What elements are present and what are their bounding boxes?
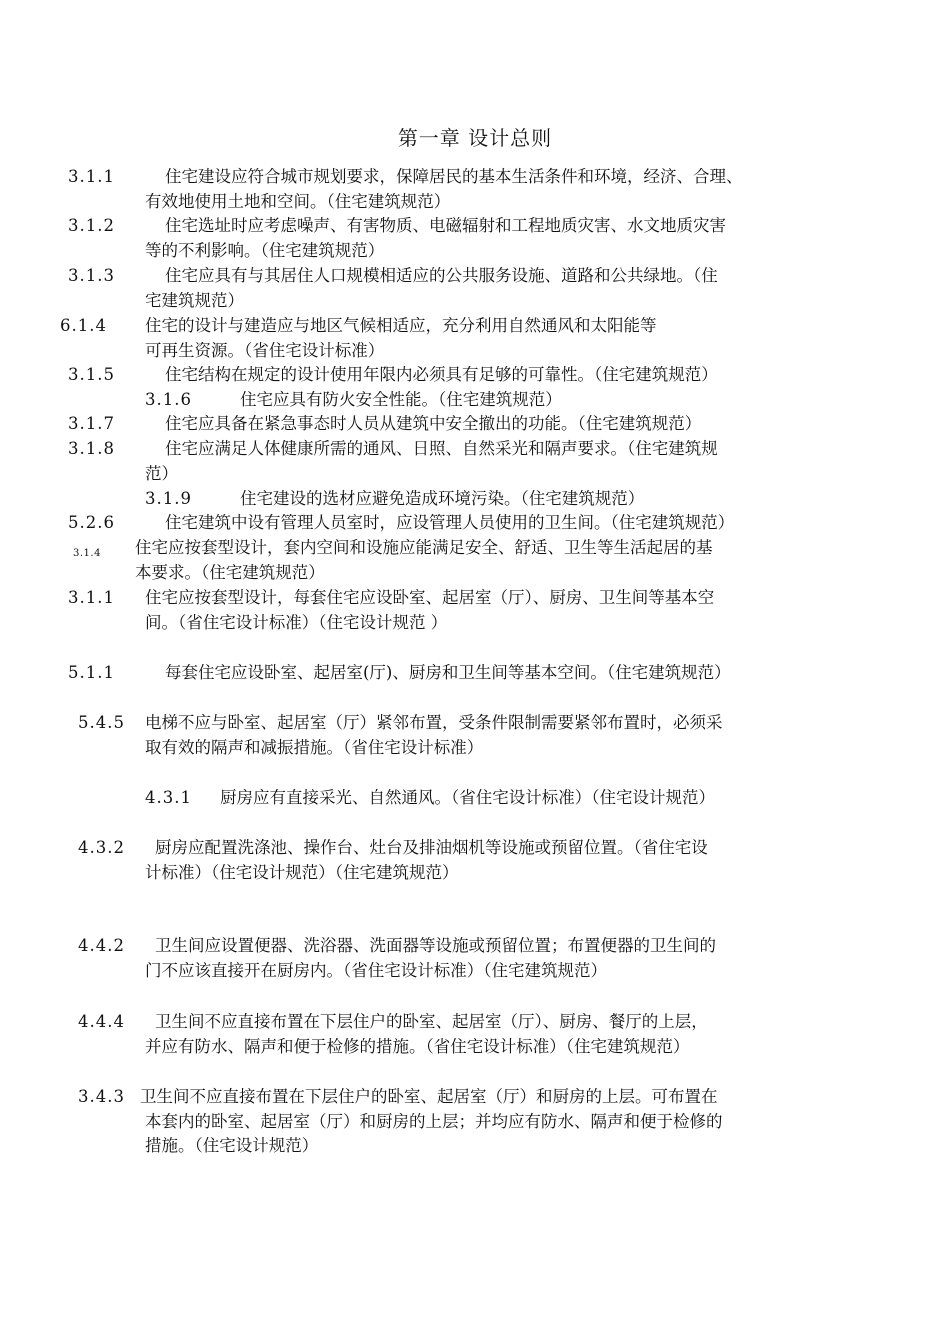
clause-text	[145, 661, 731, 686]
clause-number: 3.1.6	[145, 390, 192, 409]
clause-text	[145, 363, 718, 388]
clause-number: 6.1.4	[60, 316, 107, 335]
clause-text-line: 门不应该直接开在厨房内。（省住宅设计标准）（住宅建筑规范）	[145, 960, 607, 980]
clause-text	[145, 437, 718, 486]
clause-number: 4.4.4	[78, 1012, 125, 1031]
clause-text-line: 本套内的卧室、起居室（厅）和厨房的上层；并均应有防水、隔声和便于检修的	[145, 1111, 723, 1131]
clause-number: 4.3.1	[145, 788, 192, 807]
clause-text-line: 取有效的隔声和减振措施。（省住宅设计标准）	[145, 737, 484, 757]
clause-text-line: 每套住宅应设卧室、起居室(厅)、厨房和卫生间等基本空间。（住宅建筑规范）	[165, 663, 731, 682]
clause-text-line: 住宅建筑中设有管理人员室时，应设管理人员使用的卫生间。（住宅建筑规范）	[165, 513, 735, 532]
clause-number: 3.1.2	[68, 216, 115, 235]
clause-text	[145, 264, 718, 313]
clause-number: 5.2.6	[68, 513, 115, 532]
clause-text-line: 住宅建设应符合城市规划要求，保障居民的基本生活条件和环境，经济、合理、	[165, 167, 743, 186]
clause-number: 3.4.3	[78, 1087, 125, 1106]
clause-text-line: 住宅的设计与建造应与地区气候相适应，充分利用自然通风和太阳能等	[145, 316, 657, 335]
clause-text-line: 住宅应满足人体健康所需的通风、日照、自然采光和隔声要求。（住宅建筑规	[165, 439, 718, 458]
chapter-title: 第一章 设计总则	[397, 126, 553, 150]
clause-text	[240, 487, 644, 512]
clause-text-line: 卫生间不应直接布置在下层住户的卧室、起居室（厅）和厨房的上层。可布置在	[140, 1087, 718, 1106]
clause-number: 5.1.1	[68, 663, 115, 682]
clause-text	[220, 786, 715, 811]
clause-text	[240, 388, 562, 413]
clause-text-line: 等的不利影响。（住宅建筑规范）	[145, 240, 385, 260]
clause-text	[140, 1085, 723, 1159]
clause-text-line: 卫生间应设置便器、洗浴器、洗面器等设施或预留位置；布置便器的卫生间的	[155, 936, 716, 955]
clause-text-line: 计标准）（住宅设计规范）（住宅建筑规范）	[145, 862, 459, 882]
clause-text	[145, 586, 714, 635]
clause-number: 3.1.8	[68, 439, 115, 458]
clause-text	[145, 836, 708, 885]
clause-number: 3.1.1	[68, 588, 115, 607]
clause-text	[145, 165, 743, 214]
clause-text	[145, 214, 726, 263]
clause-text-line: 有效地使用土地和空间。（住宅建筑规范）	[145, 191, 451, 211]
clause-text	[145, 934, 716, 983]
clause-text-line: 可再生资源。（省住宅设计标准）	[145, 340, 385, 360]
clause-text-line: 住宅结构在规定的设计使用年限内必须具有足够的可靠性。（住宅建筑规范）	[165, 365, 718, 384]
clause-number: 3.1.5	[68, 365, 115, 384]
clause-text-line: 住宅建设的选材应避免造成环境污染。（住宅建筑规范）	[240, 489, 645, 508]
clause-text-line: 电梯不应与卧室、起居室（厅）紧邻布置，受条件限制需要紧邻布置时，必须采	[145, 713, 723, 732]
clause-text-line: 厨房应有直接采光、自然通风。（省住宅设计标准）（住宅设计规范）	[220, 788, 715, 807]
clause-text	[145, 314, 657, 363]
clause-number: 4.4.2	[78, 936, 125, 955]
clause-number: 3.1.1	[68, 167, 115, 186]
clause-text-line: 厨房应配置洗涤池、操作台、灶台及排油烟机等设施或预留位置。（省住宅设	[155, 838, 708, 857]
clause-text-line: 间。（省住宅设计标准）（住宅设计规范 ）	[145, 612, 448, 632]
clause-text	[145, 1010, 708, 1059]
clause-text-line: 住宅应按套型设计，每套住宅应设卧室、起居室（厅）、厨房、卫生间等基本空	[145, 588, 715, 607]
clause-text	[145, 511, 734, 536]
clause-text-line: 住宅应具有与其居住人口规模相适应的公共服务设施、道路和公共绿地。（住	[165, 266, 718, 285]
clause-text-line: 本要求。（住宅建筑规范）	[135, 562, 325, 582]
clause-text-line: 措施。（住宅设计规范）	[145, 1136, 319, 1155]
clause-text	[145, 711, 723, 760]
clause-text	[145, 412, 701, 437]
clause-text-line: 并应有防水、隔声和便于检修的措施。（省住宅设计标准）（住宅建筑规范）	[145, 1036, 690, 1056]
clause-number: 3.1.7	[68, 414, 115, 433]
clause-number: 3.1.4	[73, 548, 101, 559]
clause-text-line: 范）	[145, 463, 178, 483]
clause-text-line: 住宅应具备在紧急事态时人员从建筑中安全撤出的功能。（住宅建筑规范）	[165, 414, 702, 433]
clause-number: 3.1.3	[68, 266, 115, 285]
clause-text	[135, 536, 713, 585]
clause-text-line: 住宅应具有防火安全性能。（住宅建筑规范）	[240, 390, 562, 409]
clause-number: 4.3.2	[78, 838, 125, 857]
clause-text-line: 宅建筑规范）	[145, 290, 244, 310]
clause-text-line: 住宅选址时应考虑噪声、有害物质、电磁辐射和工程地质灾害、水文地质灾害	[165, 216, 726, 235]
clause-number: 5.4.5	[78, 713, 125, 732]
clause-text-line: 卫生间不应直接布置在下层住户的卧室、起居室（厅）、厨房、餐厅的上层，	[155, 1012, 708, 1031]
clause-number: 3.1.9	[145, 489, 192, 508]
clause-text-line: 住宅应按套型设计，套内空间和设施应能满足安全、舒适、卫生等生活起居的基	[135, 538, 713, 557]
